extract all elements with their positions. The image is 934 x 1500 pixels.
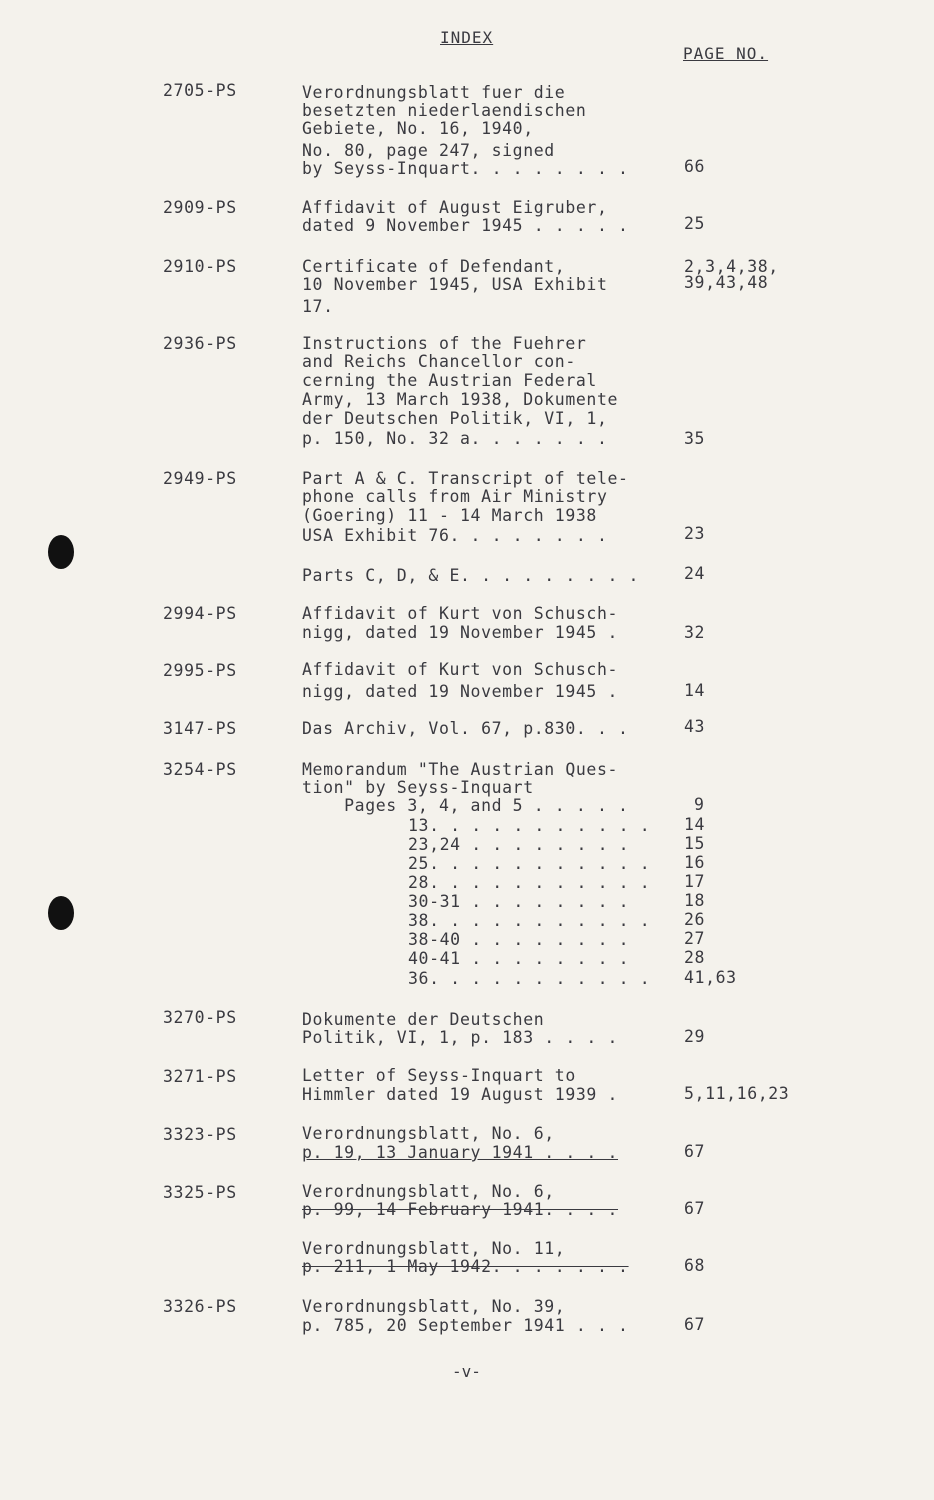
entry-description-line: der Deutschen Politik, VI, 1,: [302, 409, 608, 428]
entry-description-line: p. 150, No. 32 a. . . . . . .: [302, 429, 608, 448]
sub-entry-line: 30-31 . . . . . . . .: [408, 892, 630, 911]
entry-description-line: Affidavit of Kurt von Schusch-: [302, 604, 619, 623]
page-number: 24: [684, 564, 706, 583]
page-number: 29: [684, 1027, 706, 1046]
entry-description-line: dated 9 November 1945 . . . . .: [302, 216, 629, 235]
document-code: 2936-PS: [163, 334, 237, 353]
entry-description-line: (Goering) 11 - 14 March 1938: [302, 506, 597, 525]
page-number: 14: [684, 681, 706, 700]
page-number: 28: [684, 948, 706, 967]
entry-description-line: Das Archiv, Vol. 67, p.830. . .: [302, 719, 629, 738]
page-number: 67: [684, 1199, 706, 1218]
entry-description-line: Part A & C. Transcript of tele-: [302, 469, 629, 488]
entry-description-line: p. 99, 14 February 1941. . . .: [302, 1200, 619, 1219]
document-code: 2994-PS: [163, 604, 237, 623]
page-number: 9: [694, 795, 705, 814]
entry-description-line: besetzten niederlaendischen: [302, 101, 587, 120]
page-number: 41,63: [684, 968, 737, 987]
sub-entry-line: 13. . . . . . . . . . .: [408, 816, 651, 835]
sub-entry-line: 28. . . . . . . . . . .: [408, 873, 651, 892]
page-number: 5,11,16,23: [684, 1084, 790, 1103]
entry-description-line: Himmler dated 19 August 1939 .: [302, 1085, 619, 1104]
entry-description-line: Verordnungsblatt, No. 6,: [302, 1124, 555, 1143]
entry-description-line: cerning the Austrian Federal: [302, 371, 597, 390]
page-number: 16: [684, 853, 706, 872]
entry-description-line: tion" by Seyss-Inquart: [302, 778, 534, 797]
sub-entry-line: 38. . . . . . . . . . .: [408, 911, 651, 930]
entry-description-line: Affidavit of August Eigruber,: [302, 198, 608, 217]
entry-description-line: Affidavit of Kurt von Schusch-: [302, 660, 619, 679]
page-number: 67: [684, 1315, 706, 1334]
entry-description-line: Army, 13 March 1938, Dokumente: [302, 390, 619, 409]
entry-description-line: 10 November 1945, USA Exhibit: [302, 275, 608, 294]
punch-hole: [48, 896, 74, 930]
document-code: 3323-PS: [163, 1125, 237, 1144]
entry-description-line: Dokumente der Deutschen: [302, 1010, 545, 1029]
page-number: 67: [684, 1142, 706, 1161]
page-number: 39,43,48: [684, 273, 769, 292]
document-code: 3270-PS: [163, 1008, 237, 1027]
document-code: 2910-PS: [163, 257, 237, 276]
sub-entry-line: 23,24 . . . . . . . .: [408, 835, 630, 854]
entry-description-line: and Reichs Chancellor con-: [302, 352, 576, 371]
document-code: 2705-PS: [163, 81, 237, 100]
page-number-column-header: PAGE NO.: [683, 44, 769, 63]
document-code: 3326-PS: [163, 1297, 237, 1316]
document-code: 3254-PS: [163, 760, 237, 779]
entry-description-line: Verordnungsblatt, No. 6,: [302, 1182, 555, 1201]
entry-description-line: Verordnungsblatt, No. 11,: [302, 1239, 566, 1258]
entry-description-line: nigg, dated 19 November 1945 .: [302, 682, 619, 701]
page-footer: -v-: [452, 1362, 481, 1381]
document-code: 2995-PS: [163, 661, 237, 680]
page-number: 2,3,4,38,: [684, 257, 779, 276]
sub-entry-line: 36. . . . . . . . . . .: [408, 969, 651, 988]
page-title: INDEX: [440, 28, 494, 47]
entry-description-line: Verordnungsblatt, No. 39,: [302, 1297, 566, 1316]
entry-description-line: p. 19, 13 January 1941 . . . .: [302, 1143, 619, 1162]
document-code: 3325-PS: [163, 1183, 237, 1202]
punch-hole: [48, 535, 74, 569]
entry-description-line: USA Exhibit 76. . . . . . . .: [302, 526, 608, 545]
page-number: 18: [684, 891, 706, 910]
entry-description-line: Instructions of the Fuehrer: [302, 334, 587, 353]
entry-description-line: Certificate of Defendant,: [302, 257, 566, 276]
page-number: 66: [684, 157, 706, 176]
page-number: 15: [684, 834, 706, 853]
entry-description-line: by Seyss-Inquart. . . . . . . .: [302, 159, 629, 178]
page-number: 26: [684, 910, 706, 929]
page-number: 17: [684, 872, 706, 891]
sub-entry-line: 38-40 . . . . . . . .: [408, 930, 630, 949]
sub-entry-line: 25. . . . . . . . . . .: [408, 854, 651, 873]
document-code: 3147-PS: [163, 719, 237, 738]
sub-entry-line: Pages 3, 4, and 5 . . . . .: [302, 796, 629, 815]
page-number: 23: [684, 524, 706, 543]
entry-description-line: Parts C, D, & E. . . . . . . . .: [302, 566, 640, 585]
entry-description-line: Letter of Seyss-Inquart to: [302, 1066, 576, 1085]
document-code: 2949-PS: [163, 469, 237, 488]
entry-description-line: nigg, dated 19 November 1945 .: [302, 623, 619, 642]
entry-description-line: No. 80, page 247, signed: [302, 141, 555, 160]
document-code: 3271-PS: [163, 1067, 237, 1086]
document-code: 2909-PS: [163, 198, 237, 217]
entry-description-line: Memorandum "The Austrian Ques-: [302, 760, 619, 779]
entry-description-line: Verordnungsblatt fuer die: [302, 83, 566, 102]
page-number: 68: [684, 1256, 706, 1275]
page-number: 32: [684, 623, 706, 642]
page-number: 43: [684, 717, 706, 736]
page-number: 27: [684, 929, 706, 948]
entry-description-line: p. 785, 20 September 1941 . . .: [302, 1316, 629, 1335]
page-number: 14: [684, 815, 706, 834]
entry-description-line: Gebiete, No. 16, 1940,: [302, 119, 534, 138]
entry-description-line: phone calls from Air Ministry: [302, 487, 608, 506]
page-number: 35: [684, 429, 706, 448]
sub-entry-line: 40-41 . . . . . . . .: [408, 949, 630, 968]
entry-description-line: p. 211, 1 May 1942. . . . . . .: [302, 1257, 629, 1276]
page-number: 25: [684, 214, 706, 233]
entry-description-line: 17.: [302, 297, 334, 316]
entry-description-line: Politik, VI, 1, p. 183 . . . .: [302, 1028, 619, 1047]
